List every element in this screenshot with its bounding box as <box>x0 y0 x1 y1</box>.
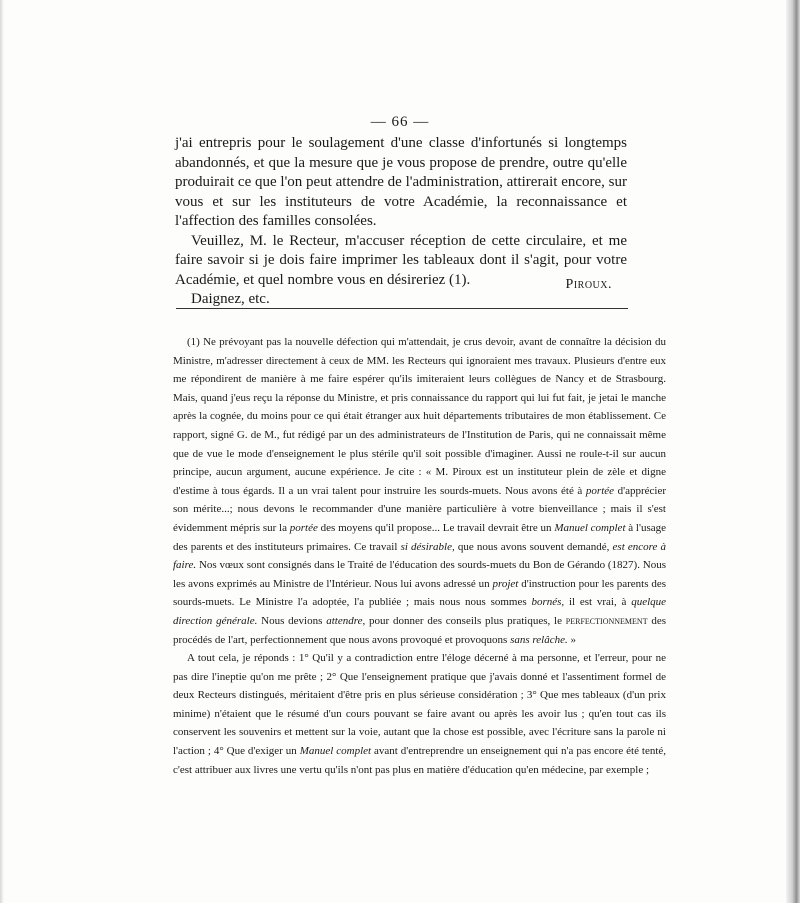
page-binding-edge <box>786 0 800 903</box>
footnote-marker: (1) <box>187 336 200 348</box>
main-closing: Daignez, etc. <box>191 291 270 307</box>
signature: Piroux. <box>565 277 612 292</box>
footnote-separator <box>176 308 628 309</box>
footnote-block <box>173 333 666 779</box>
main-paragraph-2: Veuillez, M. le Recteur, m'accuser réception de cette circulaire, et me faire savoir si je dois faire imprimer les tableaux dont il s'agit, pour votre Académie, et quel nombre vous en désireriez (1). <box>175 232 627 288</box>
page-number: — 66 — <box>370 114 430 130</box>
main-paragraph-1: j'ai entrepris pour le soulagement d'une classe d'infortunés si longtemps abandonnés, et que la mesure que je vous propose de prendre, outre qu'elle produirait ce que l'on peut attendre de l'administration, attirerait encore, sur vous et sur les instituteurs de votre Académie, la reconnaissance et l'affection des familles consolées. <box>175 135 627 229</box>
footnote-paragraph-1: (1) Ne prévoyant pas la nouvelle défection qui m'attendait, je crus devoir, avant de connaître la décision du Ministre, m'adresser directement à ceux de MM. les Recteurs qui ignoraient mes travaux. Plusieurs d'entre eux me répondirent de manière à me faire espérer qu'ils imiteraient leurs collègues de Nancy et de Strasbourg. Mais, quand j'eus reçu la réponse du Ministre, et pris connaissance du rapport qui lui fut fait, je jetai le manche après la cognée, du moins pour ce qui était étranger aux huit départements tributaires de mon établissement. Ce rapport, signé G. de M., fut rédigé par un des administrateurs de l'Institution de Paris, qui ne connaissait même que de vue le mode d'enseignement le plus stérile qu'il soit possible d'imaginer. Aussi ne roule-t-il sur aucun principe, aucun argument, aucune expérience. Je cite : « M. Piroux est un instituteur plein de zèle et digne d'estime à tous égards. Il a un vrai talent pour instruire les sourds-muets. Nous avons été à portée d'apprécier son mérite...; nous devons le recommander d'une manière particulière à votre bienveillance ; mais il s'est évidemment mépris sur la portée des moyens qu'il propose... Le travail devrait être un Manuel complet à l'usage des parents et des instituteurs primaires. Ce travail si désirable, que nous avons souvent demandé, est encore à faire. Nos vœux sont consignés dans le Traité de l'éducation des sourds-muets du Bon de Gérando (1827). Nous les avons exprimés au Ministre de l'Intérieur. Nous lui avons adressé un projet d'instruction pour les parents des sourds-muets. Le Ministre l'a adoptée, l'a publiée ; mais nous nous sommes bornés, il est vrai, à quelque direction générale. Nous devions attendre, pour donner des conseils plus pratiques, le perfectionnement des procédés de l'art, perfectionnement que nous avons provoqué et provoquons sans relâche. » <box>173 336 667 646</box>
footnote-paragraph-2: A tout cela, je réponds : 1° Qu'il y a contradiction entre l'éloge décerné à ma personne, et l'erreur, pour ne pas dire l'ineptie qu'on me prête ; 2° Que l'enseignement pratique que j'avais donné et l'assentiment formel de deux Recteurs distingués, méritaient d'être pris en plus sérieuse considération ; 3° Que mes tableaux (d'un prix minime) n'étaient que le résumé d'un cours pouvant se faire avant ou après les avoir lus ; qu'en tout cas ils conservent les souvenirs et mettent sur la voie, autant que la chose est possible, avec l'écriture sans la parole ni l'action ; 4° Que d'exiger un Manuel complet avant d'entreprendre un enseignement qui n'a pas encore été tenté, c'est attribuer aux livres une vertu qu'ils n'ont pas plus en matière d'éducation qu'en médecine, par exemple ; <box>173 652 667 776</box>
page-left-shadow <box>0 0 4 903</box>
